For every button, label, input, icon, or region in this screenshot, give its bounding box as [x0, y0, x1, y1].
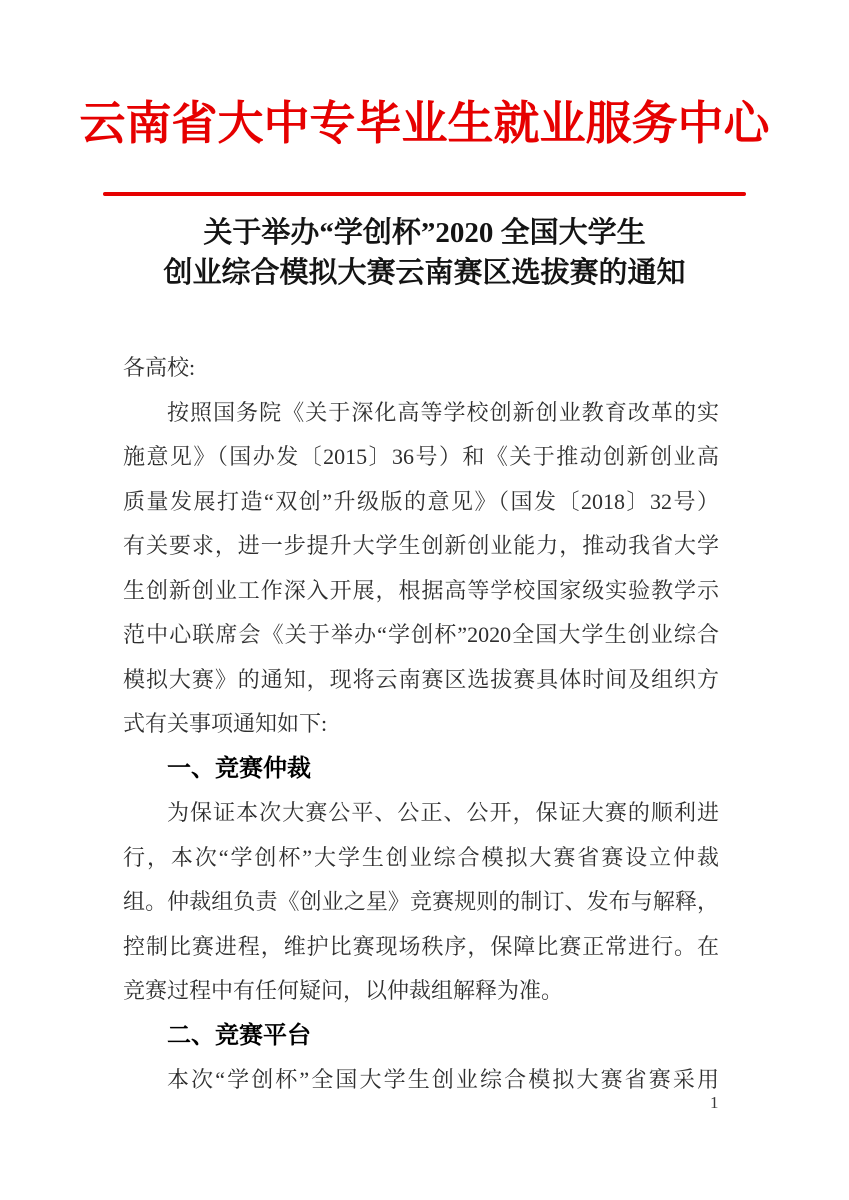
- notice-title: [0, 213, 849, 293]
- salutation: 各高校:: [123, 355, 196, 380]
- body-line: 本次“学创杯”全国大学生创业综合模拟大赛省赛采用: [167, 1067, 719, 1092]
- letterhead-divider: [103, 192, 746, 196]
- body-line: 竞赛过程中有任何疑问，以仲裁组解释为准。: [123, 978, 564, 1003]
- body-line: 质量发展打造“双创”升级版的意见》（国发〔2018〕32号）: [123, 488, 719, 514]
- body-line: 行，本次“学创杯”大学生创业综合模拟大赛省赛设立仲裁: [123, 844, 719, 870]
- body-line: 有关要求，进一步提升大学生创新创业能力，推动我省大学: [123, 533, 719, 558]
- section1-heading: 一、竞赛仲裁: [167, 754, 311, 782]
- page-number: 1: [710, 1093, 719, 1112]
- body-line: 模拟大赛》的通知，现将云南赛区选拔赛具体时间及组织方: [123, 666, 719, 692]
- body-line: 控制比赛进程，维护比赛现场秩序，保障比赛正常进行。在: [123, 933, 719, 959]
- body-line: 按照国务院《关于深化高等学校创新创业教育改革的实: [167, 399, 719, 425]
- body-line: 为保证本次大赛公平、公正、公开，保证大赛的顺利进: [167, 800, 719, 825]
- body-line: 式有关事项通知如下:: [123, 711, 328, 736]
- body-line: 组。仲裁组负责《创业之星》竞赛规则的制订、发布与解释，: [123, 889, 719, 914]
- notice-body: [123, 346, 719, 1103]
- body-line: 施意见》（国办发〔2015〕36号）和《关于推动创新创业高: [123, 444, 719, 469]
- letterhead-title: 云南省大中专毕业生就业服务中心: [79, 98, 770, 149]
- notice-title-line1: 关于举办“学创杯”2020 全国大学生: [203, 217, 646, 249]
- body-line: 生创新创业工作深入开展，根据高等学校国家级实验教学示: [123, 577, 719, 603]
- notice-title-line2: 创业综合模拟大赛云南赛区选拔赛的通知: [163, 257, 686, 289]
- section2-heading: 二、竞赛平台: [167, 1021, 311, 1049]
- body-line: 范中心联席会《关于举办“学创杯”2020全国大学生创业综合: [123, 622, 719, 647]
